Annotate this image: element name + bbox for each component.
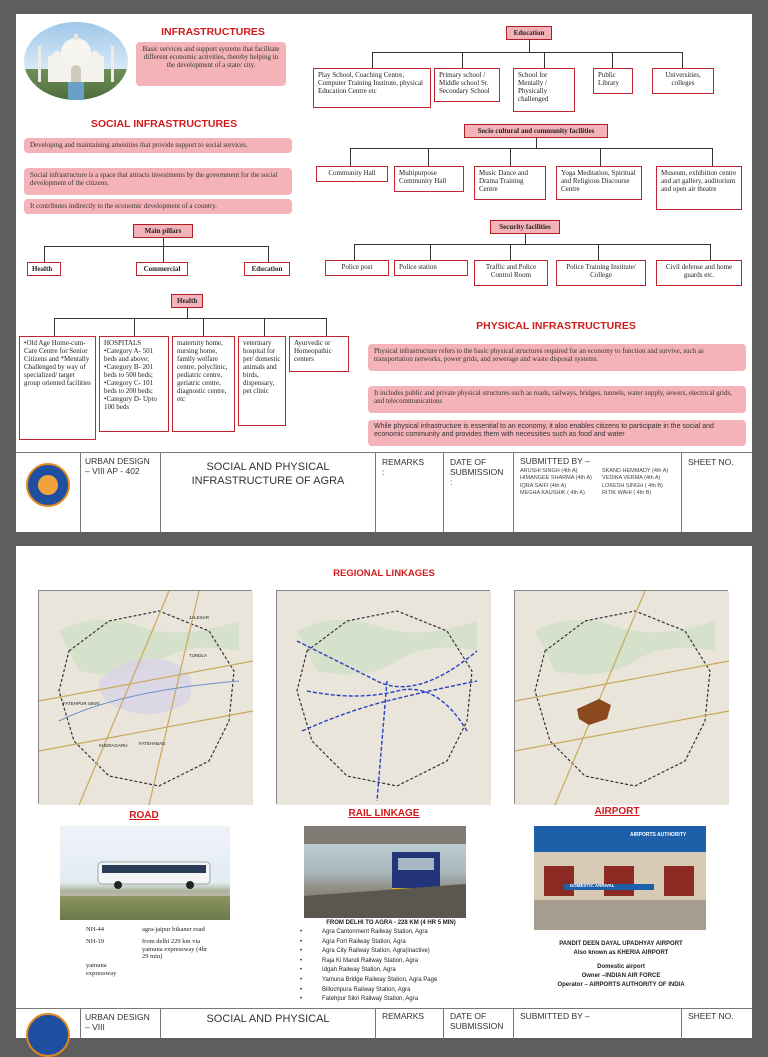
remarks-label-2: REMARKS [376, 1009, 444, 1039]
airport-heading: AIRPORT [594, 806, 640, 817]
airport-sign: AIRPORTS AUTHORITY [630, 832, 687, 838]
remarks-value: : [382, 467, 385, 477]
road-heading: ROAD [129, 810, 159, 821]
map-label-jalesar: JALESAR [189, 615, 210, 620]
logo-cell [16, 453, 81, 533]
member-name: SKAND HEMMADY (4th A) [602, 468, 669, 474]
airport-aka: Also known as KHERIA AIRPORT [573, 949, 669, 956]
health-node: Health [171, 294, 203, 308]
socio-item-yoga: Yoga Meditation, Spiritual and Religious Discourse Centre [556, 166, 642, 200]
security-item-control-room: Traffic and Police Control Room [474, 260, 548, 286]
rail-station: • Agra City Railway Station, Agra(inactive) [322, 947, 502, 957]
member-name: ARUSHI SINGH (4th A) [520, 468, 578, 474]
infrastructures-heading: INFRASTRUCTURES [161, 26, 265, 38]
health-item-maternity: maternity home, nursing home, family welfare centre, polyclinic, pediatric centre, geriatric centre, diagnostic centre, etc [172, 336, 235, 432]
rail-station: • Yamuna Bridge Railway Station, Agra Page [322, 976, 502, 986]
airport-type: Domestic airport [597, 964, 645, 971]
sheet-1 [16, 14, 752, 532]
taj-mahal-image [24, 22, 128, 100]
health-item-hospitals: HOSPITALS •Category A- 501 beds and above; •Category B- 201 beds to 500 beds; •Category C- 101 beds to 200 beds; •Category D- Upto 100 beds [99, 336, 169, 432]
date-value: : [450, 477, 453, 487]
member-list [520, 468, 675, 498]
course-label-2: URBAN DESIGN – VIII [81, 1009, 161, 1039]
social-infrastructures-heading: SOCIAL INFRASTRUCTURES [90, 118, 238, 130]
road-code: NH-19 [86, 937, 105, 945]
submitted-label-2: SUBMITTED BY – [514, 1009, 682, 1039]
member-name: IQRA SAIFI (4th A) [520, 482, 567, 489]
rail-station: • Agra Cantonment Railway Station, Agra [322, 928, 502, 938]
security-item-police-station: Police station [394, 260, 468, 276]
rail-station: • Billochpura Railway Station, Agra [322, 986, 502, 996]
road-map [38, 590, 252, 804]
education-item-play-school: Play School, Coaching Centre, Computer Training Institute, physical Education Centre etc [313, 68, 431, 108]
rail-map [276, 590, 490, 804]
sheet-no-label-2: SHEET NO. [688, 1011, 734, 1021]
title-block [16, 452, 752, 532]
member-name: HIMANGEE SHARMA (4th A) [520, 475, 592, 482]
physical-infrastructures-heading: PHYSICAL INFRASTRUCTURES [476, 320, 636, 332]
logo-cell-2 [16, 1009, 81, 1039]
airport-map [514, 590, 728, 804]
member-name: RITIK WAHI ( 4th B) [602, 490, 652, 497]
submitted-cell [514, 453, 682, 533]
pillar-education: Education [244, 262, 290, 276]
map-label-fatehpur-sikri: FATEHPUR SIKRI [63, 701, 100, 706]
sheet-2 [16, 546, 752, 1010]
university-logo [26, 463, 70, 507]
health-item-veterinary: veterinary hospital for pet/ domestic animals and birds, dispensary, pet clinic [238, 336, 286, 426]
member-name: LOKESH SINGH ( 4th B) [602, 482, 663, 489]
airport-photo [534, 826, 706, 930]
rail-station-list [322, 928, 502, 1005]
social-infra-point-1: Developing and maintaining amenities that provide support to social services. [24, 138, 292, 153]
map-label-tundla: TUNDLA [189, 653, 208, 658]
university-logo [26, 1013, 70, 1057]
submitted-label: SUBMITTED BY – [520, 456, 590, 466]
sheet-title-2: SOCIAL AND PHYSICAL [161, 1009, 376, 1039]
physical-infra-point-2: It includes public and private physical structures such as roads, railways, bridges, tunnels, water supply, sewers, electrical grids, and telecommunications [368, 386, 746, 413]
rail-heading: RAIL LINKAGE [348, 808, 420, 819]
health-item-ayurvedic: Ayurvedic or Homeopathic centers [289, 336, 349, 372]
date-cell [444, 453, 514, 533]
physical-infra-point-3: While physical infrastructure is essential to an economy, it also enables citizens to participate in the social and economic community and provides them with necessities such as food and water [368, 420, 746, 446]
airport-sign-arrival: DOMESTIC ARRIVAL [570, 883, 615, 888]
member-name: VEDIKA VERMA (4th A) [602, 475, 661, 482]
education-item-universities: Universities, colleges [652, 68, 714, 94]
rail-station: • Raja Ki Mandi Railway Station, Agra [322, 957, 502, 967]
health-item-old-age: •Old Age Home-cum-Care Centre for Senior Citizens and *Mentally Challenged by way of specialized/ target group oriented facilities [19, 336, 96, 440]
remarks-cell [376, 453, 444, 533]
member-name: MEGHA KAUSHIK ( 4th A) [520, 490, 585, 497]
socio-item-community-hall: Community Hall [316, 166, 388, 182]
rail-station: • Idgah Railway Station, Agra [322, 966, 502, 976]
main-pillars-label: Main pillars [133, 224, 193, 238]
security-item-civil-defense: Civil defense and home guards etc. [656, 260, 742, 286]
date-label: DATE OF SUBMISSION [450, 457, 504, 477]
socio-item-museum: Museum, exhibition centre and art gallery, auditorium and open air theatre [656, 166, 742, 210]
airport-owner: Owner –INDIAN AIR FORCE [581, 973, 661, 980]
road-desc: from delhi 229 km via yamuna expressway (4hr 29 min) [142, 937, 207, 961]
airport-operator: Operator – AIRPORTS AUTHORITY OF INDIA [557, 981, 685, 988]
regional-linkages-heading: REGIONAL LINKAGES [333, 568, 435, 579]
social-infra-point-3: It contributes indirectly to the economic development of a country. [24, 199, 292, 214]
socio-cultural-node: Socio cultural and community facilities [464, 124, 608, 138]
security-item-police-post: Police post [325, 260, 389, 276]
date-label-2: DATE OF SUBMISSION [444, 1009, 514, 1039]
course-label: URBAN DESIGN – VIII AP - 402 [81, 453, 161, 533]
rail-station: • Fatehpur Sikri Railway Station, Agra [322, 995, 502, 1005]
pillar-health: Health [27, 262, 61, 276]
rail-station: • Agra Fort Railway Station, Agra [322, 938, 502, 948]
socio-item-multipurpose-hall: Multipurpose Community Hall [394, 166, 464, 192]
social-infra-point-2: Social infrastructure is a space that attracts investments by the government for the social development of the citizens. [24, 168, 292, 195]
security-item-training-institute: Police Training Institute/ College [556, 260, 646, 286]
pillar-commercial: Commercial [136, 262, 188, 276]
road-list [86, 926, 246, 977]
sheet-no-label: SHEET NO. [688, 457, 734, 467]
education-item-school: Primary school / Middle school Sr. Secondary School [434, 68, 500, 102]
security-node: Security facilities [490, 220, 560, 234]
rail-subtitle: FROM DELHI TO AGRA - 228 KM (4 HR 5 MIN) [326, 920, 456, 926]
road-code: NH-44 [86, 926, 105, 933]
education-node: Education [506, 26, 552, 40]
bus-photo [60, 826, 230, 920]
airport-name: PANDIT DEEN DAYAL UPADHYAY AIRPORT [559, 941, 683, 947]
map-label-fatehabad: FATEHABAD [139, 741, 166, 746]
train-photo [304, 826, 466, 918]
infrastructures-definition: Basic services and support systems that facilitate different economic activities, thereby helping in the development of a state/ city. [136, 42, 286, 86]
sheet-title: SOCIAL AND PHYSICAL INFRASTRUCTURE OF AGRA [161, 453, 376, 533]
education-item-special-school: School for Mentally / Physically challenged [513, 68, 575, 112]
sheet-2-title-block [16, 1008, 752, 1038]
airport-info [516, 940, 726, 989]
road-desc: agra-jaipur bikaner road [142, 926, 205, 933]
physical-infra-point-1: Physical infrastructure refers to the basic physical structures required for an economy to function and survive, such as transportation networks, power grids, and sewerage and waste disposal systems. [368, 344, 746, 371]
remarks-label: REMARKS [382, 457, 425, 467]
education-item-library: Public Library [593, 68, 633, 94]
socio-item-music-dance: Music Dance and Drama Training Centre [474, 166, 546, 200]
road-code: yamuna expressway [86, 962, 117, 977]
map-label-kheragarh: KHERAGARH [99, 743, 128, 748]
